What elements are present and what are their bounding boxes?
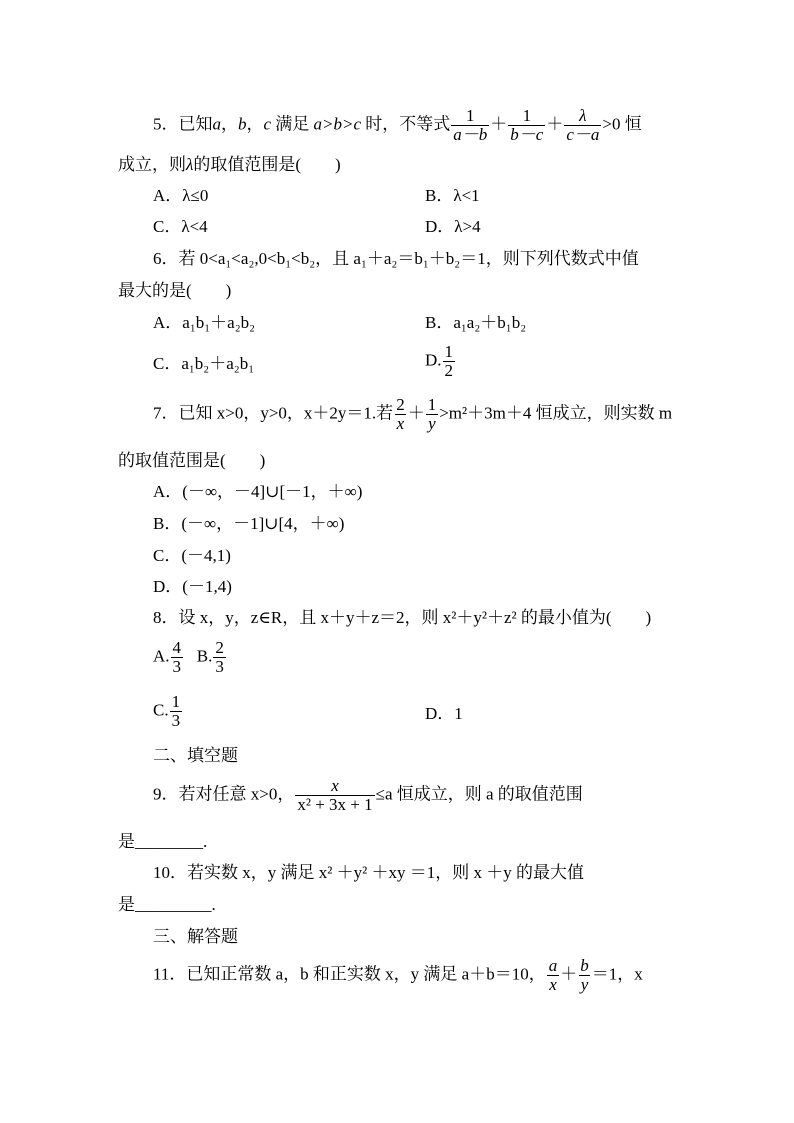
q9-line2: 是________. <box>118 832 208 851</box>
q7-option-a: A．(－∞，－4]∪[－1，＋∞) <box>153 482 363 501</box>
section-heading-fill-in: 二、填空题 <box>153 746 238 765</box>
q6-line1: 6．若 0<a₁<a₂,0<b₁<b₂，且 a₁＋a₂＝b₁＋b₂＝1，则下列代数式中值 <box>153 249 639 268</box>
q5-option-d: D．λ>4 <box>425 217 481 236</box>
q5-fraction-3: $\frac{\lambda}{c-a}$ <box>566 106 600 144</box>
q5-option-c: C．λ<4 <box>153 217 208 236</box>
q7-line2: 的取值范围是( ) <box>118 451 266 470</box>
q8-option-c: C. $\frac{1}{3}$ <box>153 692 181 730</box>
q5-fraction-1: $\frac{1}{a-b}$ <box>453 106 488 144</box>
q7-option-d: D．(－1,4) <box>153 577 232 596</box>
q6-line2: 最大的是( ) <box>118 281 232 300</box>
q5-number: 5．已知 <box>153 114 213 134</box>
q6-option-d: D. $\frac{1}{2}$ <box>425 342 454 380</box>
q7-fraction-2: $\frac{1}{y}$ <box>427 395 437 433</box>
q7-option-b: B．(－∞，－1]∪[4，＋∞) <box>153 514 345 533</box>
q11-fraction-1: $\frac{a}{x}$ <box>548 956 558 994</box>
q10-line2: 是_________. <box>118 895 216 914</box>
section-heading-solutions: 三、解答题 <box>153 927 238 946</box>
q5-option-b: B．λ<1 <box>425 186 480 205</box>
q5-line2: 成立，则λ的取值范围是( ) <box>118 155 341 174</box>
q7-option-c: C．(－4,1) <box>153 546 231 565</box>
q8-option-d: D．1 <box>425 704 463 723</box>
q8-option-b-fraction: $\frac{2}{3}$ <box>215 638 224 676</box>
q6-option-d-fraction: $\frac{1}{2}$ <box>444 342 454 380</box>
q11-fraction-2: $\frac{b}{y}$ <box>580 956 589 994</box>
q8-option-a-fraction: $\frac{4}{3}$ <box>172 638 182 676</box>
q8-option-a-b: A. $\frac{4}{3}$ B. $\frac{2}{3}$ <box>153 638 224 676</box>
q8-line1: 8．设 x，y，z∈R，且 x＋y＋z＝2，则 x²＋y²＋z² 的最小值为( ) <box>153 608 652 627</box>
q7-fraction-1: $\frac{2}{x}$ <box>396 395 405 433</box>
q11-line1: 11．已知正常数 a，b 和正实数 x，y 满足 a＋b＝10， $\frac{a}{x}$ ＋ $\frac{b}{y}$ ＝1，x <box>153 956 643 994</box>
q8-option-c-fraction: $\frac{1}{3}$ <box>171 692 181 730</box>
q6-option-b: B．a₁a₂＋b₁b₂ <box>425 313 527 332</box>
q10-line1: 10．若实数 x，y 满足 x² ＋y² ＋xy ＝1，则 x ＋y 的最大值 <box>153 863 584 882</box>
q6-option-a: A．a₁b₁＋a₂b₂ <box>153 313 256 332</box>
q5-fraction-2: $\frac{1}{b-c}$ <box>510 106 544 144</box>
q7-line1: 7．已知 x>0，y>0，x＋2y＝1.若 $\frac{2}{x}$ ＋ $\frac{1}{y}$ >m²＋3m＋4 恒成立，则实数 m <box>153 395 673 433</box>
q5-line1: 5．已知a，b，c 满足 a>b>c 时，不等式 $\frac{1}{a-b}$ ＋ $\frac{1}{b-c}$ ＋ $\frac{\lambda}{c-a}$ >0 恒 <box>153 106 642 144</box>
q6-option-c: C．a₁b₂＋a₂b₁ <box>153 354 255 373</box>
q5-option-a: A．λ≤0 <box>153 186 209 205</box>
q9-fraction: $\frac{x}{\text{x² + 3x + 1}}$ <box>297 776 373 814</box>
q9-line1: 9．若对任意 x>0， $\frac{x}{\text{x² + 3x + 1}}$ ≤a 恒成立，则 a 的取值范围 <box>153 776 583 814</box>
